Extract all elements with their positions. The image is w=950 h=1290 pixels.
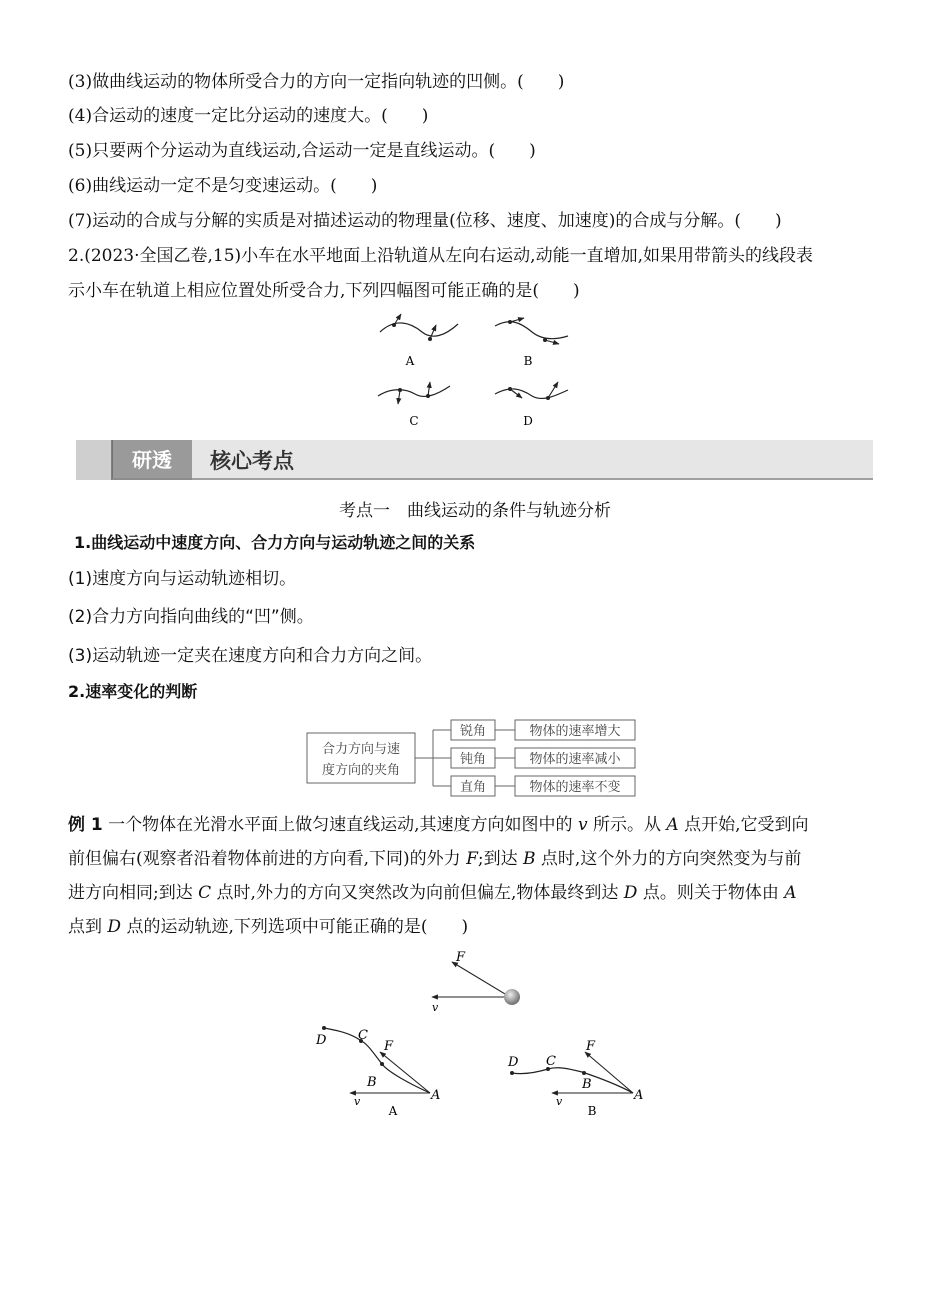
rate-change-diagram	[305, 716, 640, 800]
banner-title: 核心考点	[210, 449, 294, 473]
svg-text:F: F	[384, 1039, 394, 1054]
example-1-line2: 前但偏右(观察者沿着物体前进的方向看,下同)的外力 F;到达 B 点时,这个外力的方向突然变为与前	[68, 849, 802, 869]
svg-text:A: A	[634, 1088, 644, 1103]
svg-text:A: A	[431, 1088, 441, 1103]
svg-text:v: v	[556, 1095, 563, 1108]
example-1-text	[68, 808, 888, 944]
example-1-line1: 例 1 一个物体在光滑水平面上做匀速直线运动,其速度方向如图中的 v 所示。从 A 点开始,它受到向	[68, 815, 809, 835]
banner-tag: 研透	[132, 448, 172, 472]
force-label: F	[456, 950, 466, 965]
svg-text:F: F	[586, 1039, 596, 1054]
statement-3: (3)做曲线运动的物体所受合力的方向一定指向轨迹的凹侧。( )	[68, 72, 565, 92]
section1-heading: 1.曲线运动中速度方向、合力方向与运动轨迹之间的关系	[74, 533, 476, 552]
diagram-result-increase: 物体的速率增大	[529, 724, 621, 739]
diagram-root-line1: 合力方向与速	[321, 742, 401, 757]
example-1-initial-figure	[420, 948, 530, 1013]
svg-text:C: C	[358, 1028, 368, 1043]
statement-7: (7)运动的合成与分解的实质是对描述运动的物理量(位移、速度、加速度)的合成与分解。( )	[68, 211, 782, 231]
example-1-option-b	[500, 1022, 650, 1122]
diagram-result-constant: 物体的速率不变	[529, 780, 621, 795]
option-c-figure	[378, 382, 450, 428]
diagram-angle-acute: 锐角	[459, 724, 487, 739]
diagram-angle-right: 直角	[459, 780, 487, 795]
svg-text:B: B	[367, 1075, 377, 1090]
option-b-figure	[495, 318, 568, 368]
section-banner	[76, 440, 873, 480]
example-option-b-label: B	[587, 1104, 597, 1118]
option-a-figure	[380, 314, 458, 368]
statement-4: (4)合运动的速度一定比分运动的速度大。( )	[68, 106, 429, 126]
example-option-a-label: A	[388, 1104, 398, 1118]
diagram-angle-obtuse: 钝角	[459, 752, 487, 767]
section1-item-3: (3)运动轨迹一定夹在速度方向和合力方向之间。	[68, 646, 433, 666]
option-c-label: C	[409, 414, 419, 428]
section1-item-2: (2)合力方向指向曲线的“凹”侧。	[68, 607, 314, 627]
question-2-line2: 示小车在轨道上相应位置处所受合力,下列四幅图可能正确的是( )	[68, 281, 580, 301]
statement-5: (5)只要两个分运动为直线运动,合运动一定是直线运动。( )	[68, 141, 536, 161]
example-1-line4: 点到 D 点的运动轨迹,下列选项中可能正确的是( )	[68, 917, 469, 937]
option-b-label: B	[523, 354, 533, 368]
diagram-root-line2: 度方向的夹角	[321, 763, 401, 778]
ball	[504, 989, 520, 1005]
question-2-line1: 2.(2023·全国乙卷,15)小车在水平地面上沿轨道从左向右运动,动能一直增加,如果用带箭头的线段表	[68, 246, 813, 266]
diagram-result-decrease: 物体的速率减小	[529, 752, 621, 767]
example-label: 例 1	[68, 815, 103, 835]
svg-text:v: v	[354, 1095, 361, 1108]
svg-text:D: D	[508, 1055, 519, 1070]
statement-6: (6)曲线运动一定不是匀变速运动。( )	[68, 176, 378, 196]
example-1-option-a	[310, 1022, 450, 1122]
option-a-label: A	[405, 354, 415, 368]
option-d-label: D	[523, 414, 533, 428]
svg-text:B: B	[582, 1077, 592, 1092]
example-1-line3: 进方向相同;到达 C 点时,外力的方向又突然改为向前但偏左,物体最终到达 D 点。则关于物体由 A	[68, 883, 797, 903]
section2-heading: 2.速率变化的判断	[68, 682, 198, 701]
option-d-figure	[495, 382, 568, 428]
kaodian-title: 考点一 曲线运动的条件与轨迹分析	[339, 501, 611, 521]
section1-item-1: (1)速度方向与运动轨迹相切。	[68, 569, 297, 589]
velocity-label: v	[432, 1001, 439, 1013]
svg-text:C: C	[546, 1054, 556, 1069]
svg-text:D: D	[316, 1033, 327, 1048]
question-2-figure	[370, 310, 580, 435]
